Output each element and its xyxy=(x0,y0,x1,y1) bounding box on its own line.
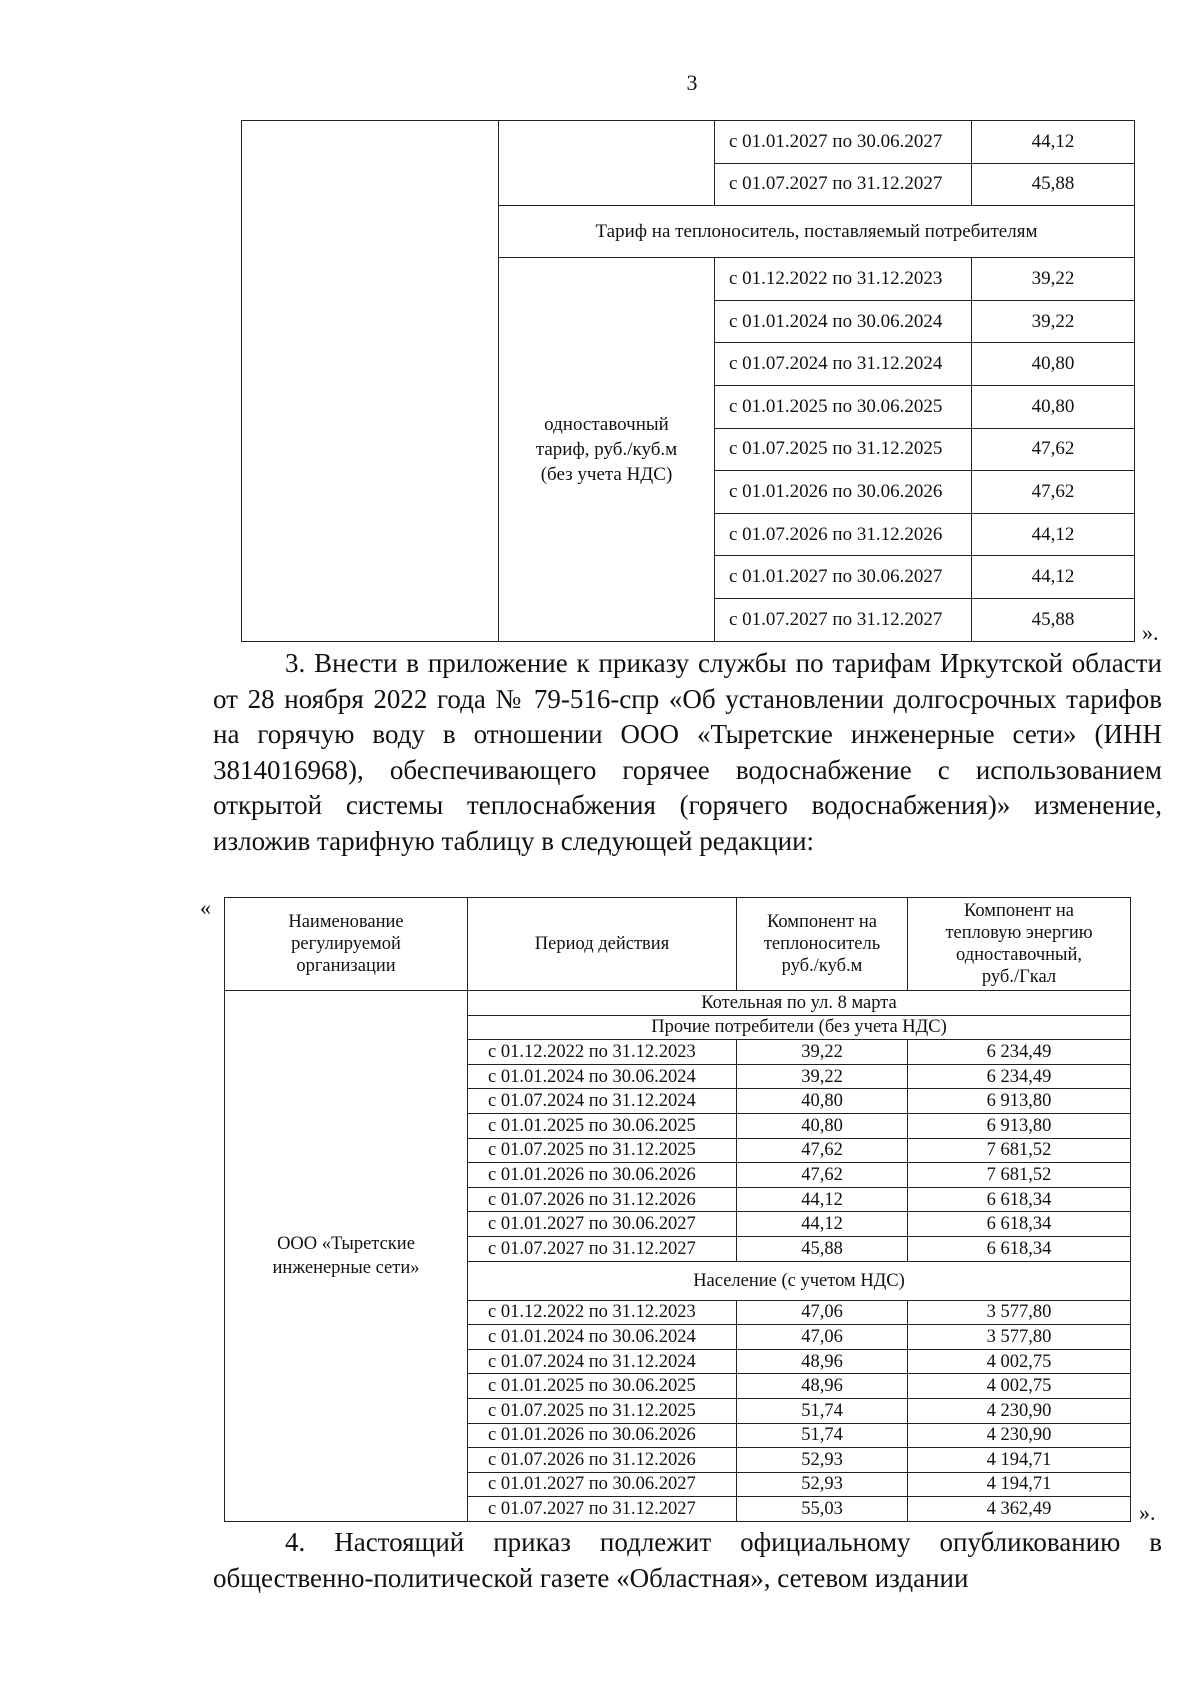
header-period: Период действия xyxy=(468,898,737,991)
carrier-cell: 45,88 xyxy=(737,1236,908,1261)
thermal-cell: 6 618,34 xyxy=(908,1212,1131,1237)
thermal-cell: 6 234,49 xyxy=(908,1040,1131,1065)
thermal-cell: 6 618,34 xyxy=(908,1187,1131,1212)
closing-quote: ». xyxy=(1142,620,1159,645)
period-cell: с 01.01.2025 по 30.06.2025 xyxy=(468,1374,737,1399)
period-cell: с 01.07.2027 по 31.12.2027 xyxy=(715,163,972,206)
carrier-cell: 40,80 xyxy=(737,1089,908,1114)
thermal-cell: 4 230,90 xyxy=(908,1398,1131,1423)
header-org xyxy=(225,898,468,991)
label-cell-empty xyxy=(499,121,715,206)
header-line: Наименование xyxy=(288,912,404,932)
value-cell: 45,88 xyxy=(972,163,1135,206)
value-cell: 40,80 xyxy=(972,343,1135,386)
tariff-label-line: тариф, руб./куб.м xyxy=(535,438,678,460)
boiler-row xyxy=(225,991,1131,1016)
header-row xyxy=(225,898,1131,991)
period-cell: с 01.01.2025 по 30.06.2025 xyxy=(715,385,972,428)
tariff-label-line: (без учета НДС) xyxy=(540,463,673,485)
header-line: организации xyxy=(296,956,396,976)
period-cell: с 01.07.2024 по 31.12.2024 xyxy=(468,1089,737,1114)
paragraph-4: 4. Настоящий приказ подлежит официальному опубликованию в общественно-политической газете «Областная», сетевом издании xyxy=(213,1527,1162,1593)
tariff-label-line: одноставочный xyxy=(544,413,669,435)
thermal-cell: 6 234,49 xyxy=(908,1064,1131,1089)
thermal-cell: 4 362,49 xyxy=(908,1497,1131,1522)
period-cell: с 01.07.2025 по 31.12.2025 xyxy=(468,1398,737,1423)
thermal-cell: 3 577,80 xyxy=(908,1325,1131,1350)
period-cell: с 01.07.2026 по 31.12.2026 xyxy=(468,1187,737,1212)
carrier-cell: 47,62 xyxy=(737,1138,908,1163)
thermal-cell: 4 230,90 xyxy=(908,1423,1131,1448)
period-cell: с 01.01.2027 по 30.06.2027 xyxy=(715,556,972,599)
carrier-cell: 47,06 xyxy=(737,1325,908,1350)
thermal-cell: 6 618,34 xyxy=(908,1236,1131,1261)
thermal-cell: 3 577,80 xyxy=(908,1300,1131,1325)
period-cell: с 01.07.2027 по 31.12.2027 xyxy=(468,1497,737,1522)
carrier-cell: 47,62 xyxy=(737,1163,908,1188)
org-cell-empty xyxy=(242,121,499,642)
value-cell: 39,22 xyxy=(972,300,1135,343)
period-cell: с 01.01.2024 по 30.06.2024 xyxy=(468,1325,737,1350)
thermal-cell: 7 681,52 xyxy=(908,1138,1131,1163)
header-line: теплоноситель xyxy=(763,934,881,954)
header-line: регулируемой xyxy=(291,934,401,954)
period-cell: с 01.01.2026 по 30.06.2026 xyxy=(715,471,972,514)
period-cell: с 01.01.2026 по 30.06.2026 xyxy=(468,1163,737,1188)
value-cell: 39,22 xyxy=(972,258,1135,301)
period-cell: с 01.07.2027 по 31.12.2027 xyxy=(715,598,972,641)
tariff-table-continuation xyxy=(241,120,1135,642)
carrier-cell: 40,80 xyxy=(737,1113,908,1138)
header-line: одноставочный, xyxy=(955,945,1082,965)
period-cell: с 01.01.2027 по 30.06.2027 xyxy=(468,1212,737,1237)
page-number: 3 xyxy=(686,70,698,95)
group1-title: Прочие потребители (без учета НДС) xyxy=(468,1015,1131,1040)
carrier-cell: 39,22 xyxy=(737,1040,908,1065)
value-cell: 44,12 xyxy=(972,513,1135,556)
header-heat-carrier xyxy=(737,898,908,991)
thermal-cell: 6 913,80 xyxy=(908,1089,1131,1114)
carrier-cell: 39,22 xyxy=(737,1064,908,1089)
period-cell: с 01.01.2026 по 30.06.2026 xyxy=(468,1423,737,1448)
value-cell: 47,62 xyxy=(972,428,1135,471)
opening-quote: « xyxy=(200,895,211,920)
thermal-cell: 4 002,75 xyxy=(908,1349,1131,1374)
header-line: руб./куб.м xyxy=(781,956,863,976)
value-cell: 45,88 xyxy=(972,598,1135,641)
paragraph-3: 3. Внести в приложение к приказу службы по тарифам Иркутской области от 28 ноября 2022 года № 79-516-спр «Об установлении долгосрочных тарифов на горячую воду в отношении ООО «Тыретские инженерные сети» (ИНН 3814016968), обеспечивающего горячее водоснабжение с использованием открытой системы теплоснабжения (горячего водоснабжения)» изменение, изложив тарифную таблицу в следующей редакции: xyxy=(213,648,1162,856)
period-cell: с 01.07.2025 по 31.12.2025 xyxy=(468,1138,737,1163)
value-cell: 40,80 xyxy=(972,385,1135,428)
period-cell: с 01.07.2026 по 31.12.2026 xyxy=(468,1448,737,1473)
boiler-title: Котельная по ул. 8 марта xyxy=(468,991,1131,1016)
value-cell: 47,62 xyxy=(972,471,1135,514)
header-line: тепловую энергию xyxy=(945,923,1093,943)
tariff-table xyxy=(224,897,1131,1522)
thermal-cell: 4 194,71 xyxy=(908,1448,1131,1473)
tariff-label xyxy=(499,258,715,641)
value-cell: 44,12 xyxy=(972,556,1135,599)
group2-title: Население (с учетом НДС) xyxy=(468,1261,1131,1300)
period-cell: с 01.01.2027 по 30.06.2027 xyxy=(468,1472,737,1497)
org-name-line: инженерные сети» xyxy=(272,1257,420,1278)
period-cell: с 01.01.2027 по 30.06.2027 xyxy=(715,121,972,164)
thermal-cell: 4 002,75 xyxy=(908,1374,1131,1399)
carrier-cell: 44,12 xyxy=(737,1187,908,1212)
period-cell: с 01.07.2024 по 31.12.2024 xyxy=(468,1349,737,1374)
carrier-cell: 48,96 xyxy=(737,1349,908,1374)
thermal-cell: 7 681,52 xyxy=(908,1163,1131,1188)
thermal-cell: 4 194,71 xyxy=(908,1472,1131,1497)
section-title: Тариф на теплоноситель, поставляемый потребителям xyxy=(499,206,1135,258)
header-line: руб./Гкал xyxy=(981,967,1057,987)
carrier-cell: 51,74 xyxy=(737,1398,908,1423)
carrier-cell: 44,12 xyxy=(737,1212,908,1237)
period-cell: с 01.01.2024 по 30.06.2024 xyxy=(468,1064,737,1089)
period-cell: с 01.07.2027 по 31.12.2027 xyxy=(468,1236,737,1261)
period-cell: с 01.01.2024 по 30.06.2024 xyxy=(715,300,972,343)
carrier-cell: 55,03 xyxy=(737,1497,908,1522)
carrier-cell: 52,93 xyxy=(737,1472,908,1497)
period-cell: с 01.12.2022 по 31.12.2023 xyxy=(715,258,972,301)
period-cell: с 01.07.2024 по 31.12.2024 xyxy=(715,343,972,386)
table-row xyxy=(242,121,1135,164)
carrier-cell: 52,93 xyxy=(737,1448,908,1473)
thermal-cell: 6 913,80 xyxy=(908,1113,1131,1138)
carrier-cell: 51,74 xyxy=(737,1423,908,1448)
period-cell: с 01.07.2025 по 31.12.2025 xyxy=(715,428,972,471)
period-cell: с 01.01.2025 по 30.06.2025 xyxy=(468,1113,737,1138)
value-cell: 44,12 xyxy=(972,121,1135,164)
carrier-cell: 48,96 xyxy=(737,1374,908,1399)
header-thermal-energy xyxy=(908,898,1131,991)
org-name-line: ООО «Тыретские xyxy=(277,1233,415,1254)
closing-quote: ». xyxy=(1139,1500,1156,1525)
period-cell: с 01.07.2026 по 31.12.2026 xyxy=(715,513,972,556)
carrier-cell: 47,06 xyxy=(737,1300,908,1325)
period-cell: с 01.12.2022 по 31.12.2023 xyxy=(468,1040,737,1065)
period-cell: с 01.12.2022 по 31.12.2023 xyxy=(468,1300,737,1325)
org-name xyxy=(225,991,468,1522)
header-line: Компонент на xyxy=(963,901,1074,921)
header-line: Компонент на xyxy=(766,912,877,932)
